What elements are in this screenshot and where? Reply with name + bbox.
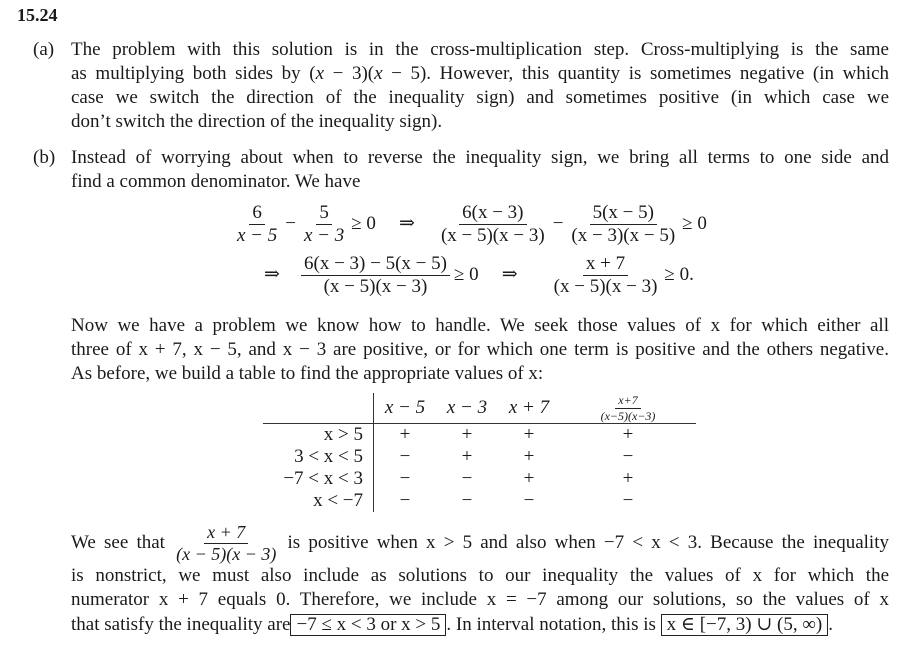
sign-cell: + (461, 424, 473, 445)
fraction-f5: $\frac{6(x - 3) - 5(x - 5)}{(x - 5)(x - 3)}$ (301, 254, 450, 297)
sign-cell: − (399, 490, 411, 511)
part-b-paragraph-2 (71, 314, 889, 386)
part-a-line-3: case we switch the direction of the inequality sign) and sometimes positive (in which case we (71, 87, 889, 108)
implies-arrow: ⇒ (264, 264, 280, 285)
part-b-intro (71, 146, 889, 194)
paragraph-2-line-3: As before, we build a table to find the appropriate values of x: (71, 363, 544, 384)
fraction-f3: $\frac{6(x - 3)}{(x - 5)(x - 3)}$ (440, 201, 545, 246)
geq-zero-period: ≥ 0. (664, 264, 694, 285)
sign-cell: + (399, 424, 411, 445)
conclusion-line-1: We see that $\frac{x + 7}{(x - 5)(x - 3)}$ is positive when x > 5 and also when −7 < x < 3. Because the inequality (71, 522, 889, 565)
header-x-plus-7: x + 7 (498, 393, 560, 424)
sign-cell: − (523, 490, 535, 511)
sign-table-header (263, 393, 696, 424)
interval-notation-box: x ∈ [−7, 3) ∪ (5, ∞) (661, 614, 829, 636)
header-x-minus-3: x − 3 (436, 393, 498, 424)
sign-cell: − (622, 490, 634, 511)
part-a-line-4: don’t switch the direction of the inequality sign). (71, 111, 443, 132)
sign-cell: + (523, 424, 535, 445)
fraction-5-over-x-3: $\frac{5}{x - 3}$ (303, 201, 345, 246)
conclusion-paragraph (71, 522, 889, 638)
minus-sign: − (285, 213, 296, 234)
header-x-minus-5: x − 5 (374, 393, 437, 424)
part-a-line-1: The problem with this solution is in the cross-multiplication step. Cross-multiplying is the same (71, 39, 889, 60)
sign-cell: − (622, 446, 634, 467)
header-ratio: $\frac{x+7}{(x-5)(x-3)}$ (560, 393, 696, 424)
interval-cell: 3 < x < 5 (263, 446, 374, 468)
implies-arrow: ⇒ (501, 264, 518, 285)
sign-cell: + (622, 468, 634, 489)
part-a-label: (a) (33, 39, 55, 60)
derivation-line-1 (234, 200, 707, 248)
sign-table-container (263, 393, 696, 512)
sign-table (263, 393, 696, 512)
conclusion-line-2: is nonstrict, we must also include as solutions to our inequality the values of x for which the (71, 565, 889, 586)
sign-cell: − (399, 468, 411, 489)
minus-sign: − (552, 213, 564, 234)
geq-zero: ≥ 0 (351, 213, 376, 234)
paragraph-2-line-2: three of x + 7, x − 5, and x − 3 are positive, or for which one term is positive and the others negative. (71, 339, 889, 360)
part-a-paragraph (71, 38, 889, 134)
geq-zero: ≥ 0 (682, 213, 707, 234)
part-a-line-2: as multiplying both sides by (x − 3)(x − 5). However, this quantity is sometimes negative (in which (71, 63, 889, 84)
interval-cell: x < −7 (263, 490, 374, 512)
part-b-intro-line-2: find a common denominator. We have (71, 171, 361, 192)
conclusion-fraction: $\frac{x + 7}{(x - 5)(x - 3)}$ (176, 522, 277, 565)
conclusion-line-4: that satisfy the inequality are −7 ≤ x < 3 or x > 5 . In interval notation, this is x ∈ [−7, 3) ∪ (5, ∞) . (71, 614, 833, 635)
sign-table-row (263, 468, 696, 490)
paragraph-2-line-1: Now we have a problem we know how to handle. We seek those values of x for which either all (71, 315, 889, 336)
sign-cell: + (622, 424, 634, 445)
interval-cell: −7 < x < 3 (263, 468, 374, 490)
derivation-line-2 (255, 251, 694, 299)
sign-table-row (263, 424, 696, 447)
implies-arrow: ⇒ (398, 213, 415, 234)
interval-cell: x > 5 (263, 424, 374, 447)
sign-table-row (263, 446, 696, 468)
fraction-6-over-x-5: $\frac{6}{x - 5}$ (237, 201, 278, 246)
fraction-f6: $\frac{x + 7}{(x - 5)(x - 3)}$ (553, 252, 658, 297)
sign-cell: + (523, 446, 535, 467)
part-b-label: (b) (33, 147, 56, 168)
sign-cell: − (461, 468, 473, 489)
conclusion-line-3: numerator x + 7 equals 0. Therefore, we include x = −7 among our solutions, so the values of x (71, 589, 889, 610)
part-b-intro-line-1: Instead of worrying about when to reverse the inequality sign, we bring all terms to one side and (71, 147, 889, 168)
sign-cell: − (461, 490, 473, 511)
answer-box: −7 ≤ x < 3 or x > 5 (290, 614, 446, 636)
geq-zero: ≥ 0 (453, 264, 479, 285)
problem-number: 15.24 (17, 5, 58, 25)
sign-cell: + (461, 446, 473, 467)
sign-cell: − (399, 446, 411, 467)
sign-table-row (263, 490, 696, 512)
fraction-f4: $\frac{5(x - 5)}{(x - 3)(x - 5)}$ (571, 201, 676, 246)
sign-cell: + (523, 468, 535, 489)
